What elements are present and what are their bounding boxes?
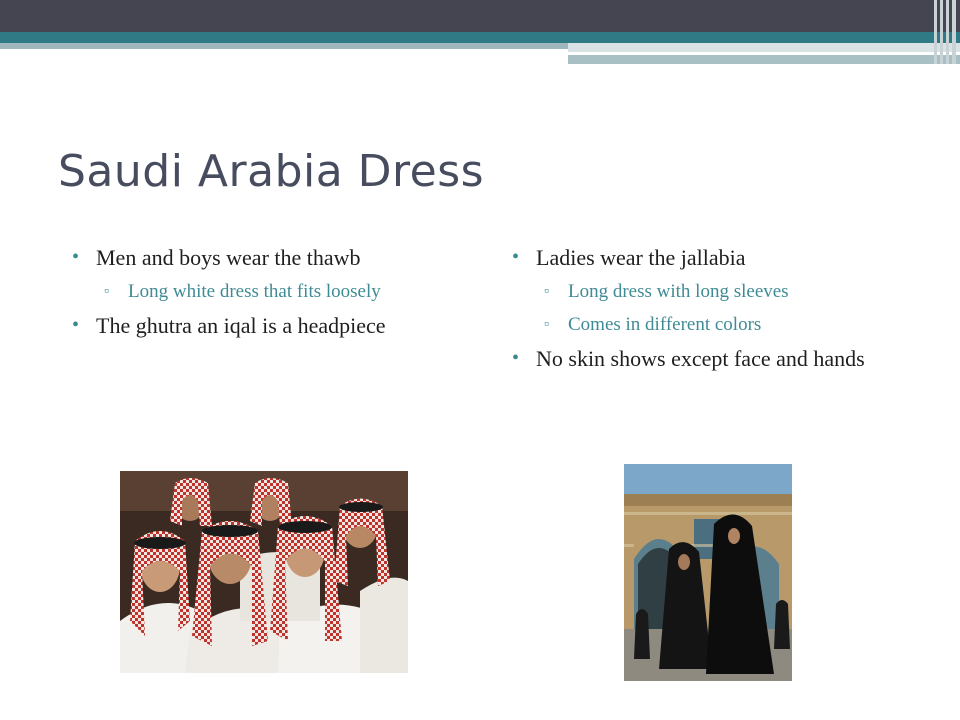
bullet-icon: • (512, 347, 520, 369)
sub-bullet-text: Long white dress that fits loosely (128, 281, 381, 302)
bullet-item (512, 343, 912, 374)
bullet-icon: • (512, 246, 520, 268)
bullet-item (72, 310, 452, 341)
bullet-icon: • (72, 314, 80, 336)
sub-bullet-text: Comes in different colors (568, 314, 762, 335)
header-accent-band (0, 32, 960, 43)
bullet-text: Ladies wear the jallabia (536, 245, 746, 270)
bullet-item (512, 242, 912, 273)
bullet-item (72, 242, 452, 273)
sub-bullet-item (512, 277, 912, 306)
left-bullet-list (72, 242, 452, 345)
sub-bullet-icon: ▫ (544, 284, 549, 299)
women-in-jallabia-photo (624, 464, 792, 681)
bullet-text: Men and boys wear the thawb (96, 245, 361, 270)
header-bar (0, 0, 960, 32)
men-in-ghutra-photo (120, 471, 408, 673)
sub-bullet-item (512, 310, 912, 339)
bullet-icon: • (72, 246, 80, 268)
right-bullet-list (512, 242, 912, 378)
header-stripe (568, 43, 960, 52)
sub-bullet-icon: ▫ (544, 317, 549, 332)
sub-bullet-item (72, 277, 452, 306)
sub-bullet-icon: ▫ (104, 284, 109, 299)
bullet-text: The ghutra an iqal is a headpiece (96, 313, 386, 338)
header-stripe (568, 55, 960, 64)
bullet-text: No skin shows except face and hands (536, 346, 865, 371)
slide-title: Saudi Arabia Dress (58, 146, 485, 197)
sub-bullet-text: Long dress with long sleeves (568, 281, 789, 302)
header-vertical-lines (932, 0, 960, 64)
header-stripe (0, 43, 568, 49)
